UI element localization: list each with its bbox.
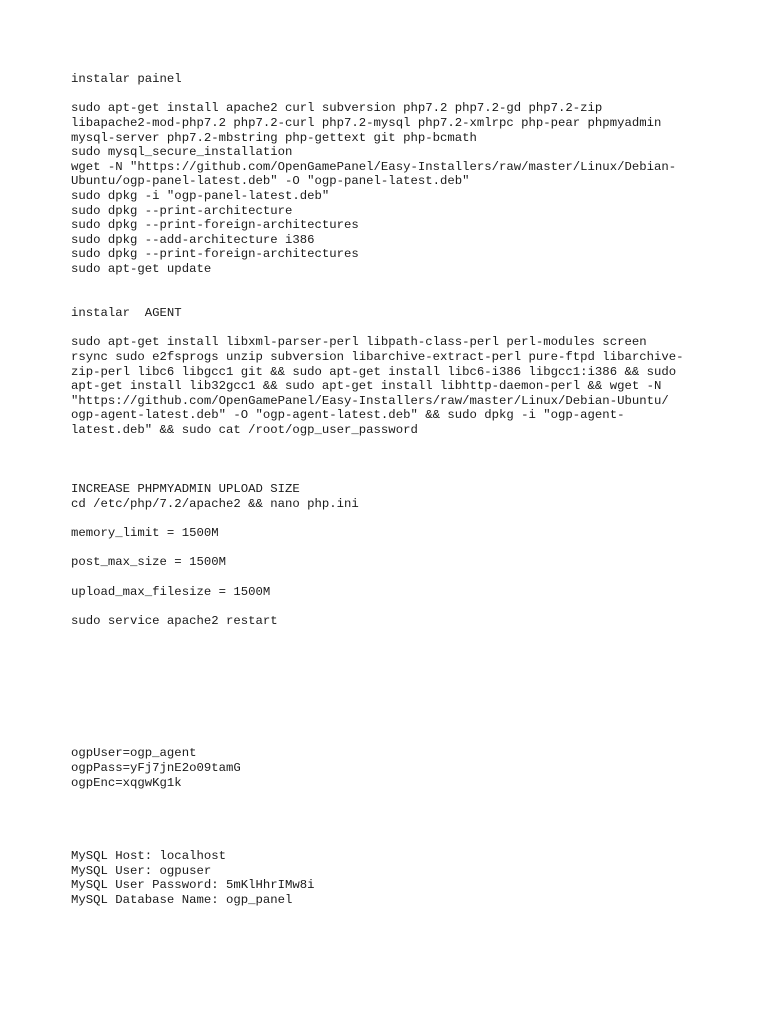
restart-command: sudo service apache2 restart xyxy=(71,614,278,628)
mysql-detail-line: MySQL Database Name: ogp_panel xyxy=(71,893,293,907)
upload-cd-command: cd /etc/php/7.2/apache2 && nano php.ini xyxy=(71,497,359,511)
memory-limit-setting: memory_limit = 1500M xyxy=(71,526,219,540)
ogp-credential-line: ogpPass=yFj7jnE2o09tamG xyxy=(71,761,241,775)
agent-command-line: apt-get install lib32gcc1 && sudo apt-get install libhttp-daemon-perl && wget -N xyxy=(71,379,662,393)
upload-max-filesize-setting: upload_max_filesize = 1500M xyxy=(71,585,271,599)
panel-command-line: sudo dpkg --print-foreign-architectures xyxy=(71,247,359,261)
mysql-detail-line: MySQL Host: localhost xyxy=(71,849,226,863)
panel-command-line: sudo apt-get install apache2 curl subversion php7.2 php7.2-gd php7.2-zip xyxy=(71,101,603,115)
mysql-detail-line: MySQL User: ogpuser xyxy=(71,864,212,878)
panel-heading: instalar painel xyxy=(71,72,182,86)
post-max-size-setting: post_max_size = 1500M xyxy=(71,555,226,569)
panel-command-line: sudo apt-get update xyxy=(71,262,212,276)
panel-command-line: Ubuntu/ogp-panel-latest.deb" -O "ogp-panel-latest.deb" xyxy=(71,174,470,188)
agent-command-line: zip-perl libc6 libgcc1 git && sudo apt-get install libc6-i386 libgcc1:i386 && sudo xyxy=(71,365,677,379)
agent-command-line: latest.deb" && sudo cat /root/ogp_user_password xyxy=(71,423,418,437)
agent-command-line: sudo apt-get install libxml-parser-perl libpath-class-perl perl-modules screen xyxy=(71,335,647,349)
panel-command-line: mysql-server php7.2-mbstring php-gettext git php-bcmath xyxy=(71,131,477,145)
agent-command-line: "https://github.com/OpenGamePanel/Easy-Installers/raw/master/Linux/Debian-Ubuntu/ xyxy=(71,394,669,408)
mysql-detail-line: MySQL User Password: 5mKlHhrIMw8i xyxy=(71,878,315,892)
agent-command-line: rsync sudo e2fsprogs unzip subversion libarchive-extract-perl pure-ftpd libarchive- xyxy=(71,350,684,364)
panel-command-line: sudo dpkg --print-architecture xyxy=(71,204,293,218)
agent-heading: instalar AGENT xyxy=(71,306,182,320)
panel-command-line: libapache2-mod-php7.2 php7.2-curl php7.2-mysql php7.2-xmlrpc php-pear phpmyadmin xyxy=(71,116,662,130)
agent-command-line: ogp-agent-latest.deb" -O "ogp-agent-latest.deb" && sudo dpkg -i "ogp-agent- xyxy=(71,408,625,422)
panel-command-line: wget -N "https://github.com/OpenGamePanel/Easy-Installers/raw/master/Linux/Debian- xyxy=(71,160,677,174)
ogp-credential-line: ogpEnc=xqgwKg1k xyxy=(71,776,182,790)
panel-command-line: sudo dpkg --print-foreign-architectures xyxy=(71,218,359,232)
ogp-credential-line: ogpUser=ogp_agent xyxy=(71,746,197,760)
upload-heading: INCREASE PHPMYADMIN UPLOAD SIZE xyxy=(71,482,300,496)
panel-command-line: sudo mysql_secure_installation xyxy=(71,145,293,159)
panel-command-line: sudo dpkg --add-architecture i386 xyxy=(71,233,315,247)
panel-command-line: sudo dpkg -i "ogp-panel-latest.deb" xyxy=(71,189,330,203)
